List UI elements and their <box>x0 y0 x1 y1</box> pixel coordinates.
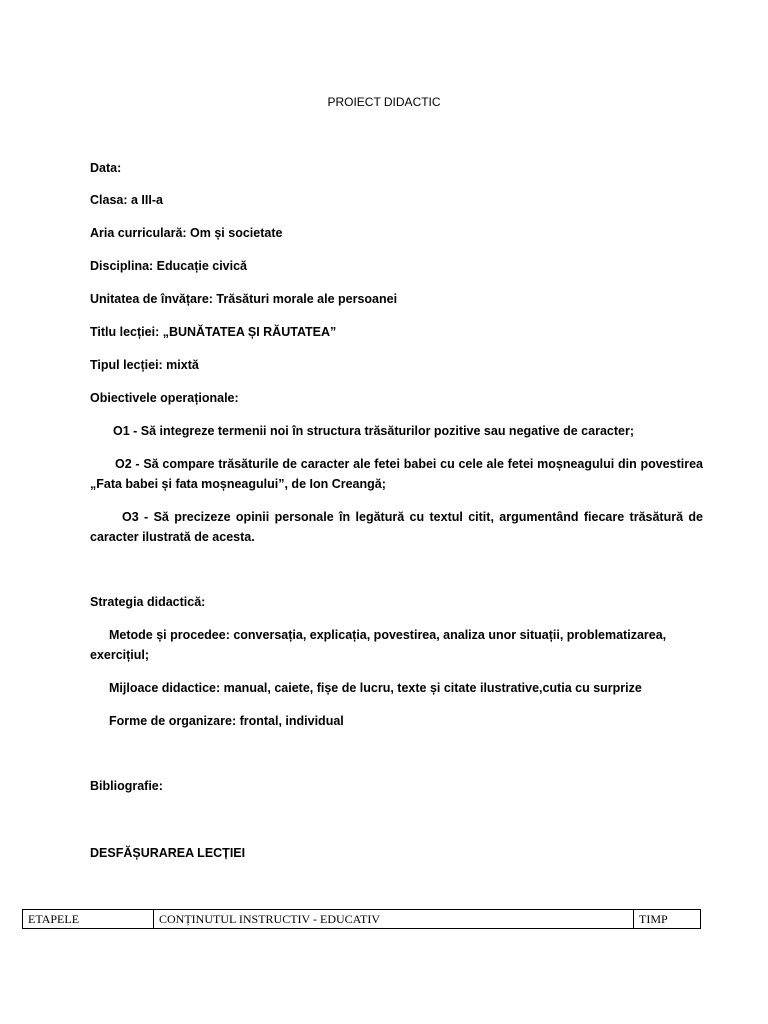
objective-o2: O2 - Să compare trăsăturile de caracter ale fetei babei cu cele ale fetei moșneagului din povestirea „Fata babei și fata moșneagului”, de Ion Creangă; <box>90 457 703 491</box>
lesson-flow-heading: DESFĂȘURAREA LECȚIEI <box>90 846 246 860</box>
lesson-title-field: Titlu lecției: „BUNĂTATEA ȘI RĂUTATEA” <box>90 325 337 339</box>
table-header-stages: ETAPELE <box>23 910 154 928</box>
strategy-heading: Strategia didactică: <box>90 595 206 609</box>
lesson-flow-table <box>22 909 701 929</box>
methods-field: Metode și procedee: conversația, explicația, povestirea, analiza unor situații, problematizarea, exercițiul; <box>90 628 667 662</box>
objective-o3: O3 - Să precizeze opinii personale în legătură cu textul citit, argumentând fiecare trăsătură de caracter ilustrată de acesta. <box>90 510 703 544</box>
class-field: Clasa: a III-a <box>90 193 163 207</box>
objective-o1: O1 - Să integreze termenii noi în structura trăsăturilor pozitive sau negative de caracter; <box>113 424 634 438</box>
objectives-heading: Obiectivele operaționale: <box>90 391 239 405</box>
curricular-area-field: Aria curriculară: Om și societate <box>90 226 283 240</box>
materials-field: Mijloace didactice: manual, caiete, fișe de lucru, texte și citate ilustrative,cutia cu surprize <box>109 681 642 695</box>
organization-forms-field: Forme de organizare: frontal, individual <box>109 714 344 728</box>
data-field: Data: <box>90 161 122 175</box>
page-title: PROIECT DIDACTIC <box>327 95 441 109</box>
table-header-time: TIMP <box>639 912 668 926</box>
lesson-type-field: Tipul lecției: mixtă <box>90 358 199 372</box>
bibliography-heading: Bibliografie: <box>90 779 163 793</box>
table-header-content: CONȚINUTUL INSTRUCTIV - EDUCATIV <box>154 910 634 928</box>
discipline-field: Disciplina: Educație civică <box>90 259 248 273</box>
learning-unit-field: Unitatea de învățare: Trăsături morale ale persoanei <box>90 292 398 306</box>
